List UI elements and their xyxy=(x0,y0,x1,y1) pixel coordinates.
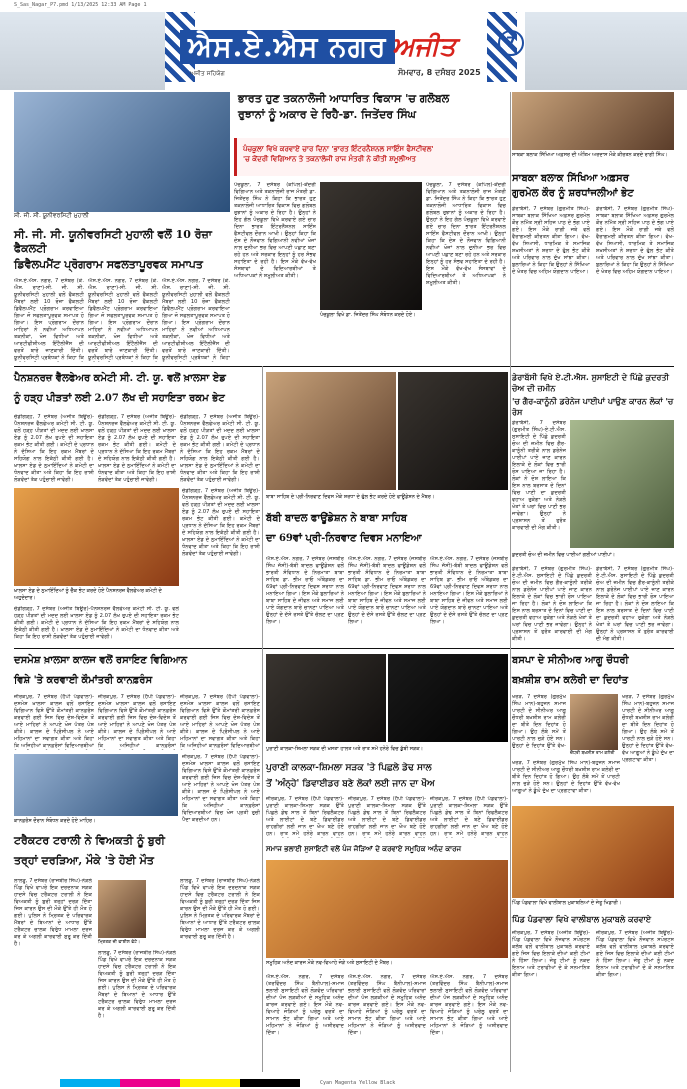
top-story-body-col1: ਪੰਚਕੂਲਾ, 7 ਦਸੰਬਰ (ਕਪਿਲ)-ਕੇਂਦਰੀ ਵਿਗਿਆਨ ਅਤੇ ਤਕਨਾਲੋਜੀ ਰਾਜ ਮੰਤਰੀ ਡਾ. ਜਿਤੇਂਦਰ ਸਿੰਘ ਨੇ ਕਿਹਾ ਕਿ ਭਾਰਤ ਹੁਣ ਤਕਨਾਲੋਜੀ ਆਧਾਰਿਤ ਵਿਕਾਸ ਵਿਚ ਗਲੋਬਲ ਰੁਝਾਨਾਂ ਨੂੰ ਅਕਾਰ ਦੇ ਰਿਹਾ ਹੈ। ਉਨ੍ਹਾਂ ਨੇ ਇਹ ਗੱਲ ਪੰਚਕੂਲਾ ਵਿਖੇ ਕਰਵਾਏ ਗਏ ਚਾਰ ਦਿਨਾ ਭਾਰਤ ਇੰਟਰਨੈਸ਼ਨਲ ਸਾਇੰਸ ਫੈਸਟੀਵਲ ਦੌਰਾਨ ਆਖੀ। ਉਨ੍ਹਾਂ ਕਿਹਾ ਕਿ ਦੇਸ਼ ਦੇ ਨੌਜਵਾਨ ਵਿਗਿਆਨੀ ਨਵੀਆਂ ਖੋਜਾਂ ਨਾਲ ਦੁਨੀਆ ਭਰ ਵਿਚ ਆਪਣੀ ਪਛਾਣ ਬਣਾ ਰਹੇ ਹਨ ਅਤੇ ਸਰਕਾਰ ਇਨ੍ਹਾਂ ਨੂੰ ਹਰ ਸੰਭਵ ਸਹਾਇਤਾ ਦੇ ਰਹੀ ਹੈ। ਇਸ ਮੌਕੇ ਵੱਖ-ਵੱਖ ਸੰਸਥਾਵਾਂ ਦੇ ਵਿਦਿਆਰਥੀਆਂ ਤੇ ਅਧਿਆਪਕਾਂ ਨੇ ਸ਼ਮੂਲੀਅਤ ਕੀਤੀ। xyxy=(234,182,316,279)
samaj-body-col1: ਐਸ.ਏ.ਐਸ. ਨਗਰ, 7 ਦਸੰਬਰ (ਤਰਵਿੰਦਰ ਸਿੰਘ ਬੈਨੀਪਾਲ)-ਸਮਾਜ ਭਲਾਈ ਸੁਸਾਇਟੀ ਵਲੋਂ ਲੋੜਵੰਦ ਪਰਿਵਾਰਾਂ ਦੀਆਂ ਪੰਜ ਲੜਕੀਆਂ ਦੇ ਸਮੂਹਿਕ ਅਨੰਦ ਕਾਰਜ ਕਰਵਾਏ ਗਏ। ਇਸ ਮੌਕੇ ਨਵ-ਵਿਆਹੇ ਜੋੜਿਆਂ ਨੂੰ ਘਰੇਲੂ ਵਰਤੋਂ ਦਾ ਸਾਮਾਨ ਭੇਟ ਕੀਤਾ ਗਿਆ ਅਤੇ ਆਏ ਮਹਿਮਾਨਾਂ ਨੇ ਜੋੜਿਆਂ ਨੂੰ ਅਸ਼ੀਰਵਾਦ ਦਿੱਤਾ। xyxy=(266,974,344,1036)
gurmel-headline-2: ਗੁਰਮੇਲ ਕੌਰ ਨੂੰ ਸ਼ਰਧਾਂਜਲੀਆਂ ਭੇਟ xyxy=(512,188,634,199)
babi-photo-1 xyxy=(266,372,396,490)
pensioners-photo-caption: ਖ਼ਾਲਸਾ ਏਡ ਦੇ ਨੁਮਾਇੰਦਿਆਂ ਨੂੰ ਚੈੱਕ ਭੇਟ ਕਰਦੇ ਹੋਏ ਪੈਨਸ਼ਨਰਜ਼ ਵੈੱਲਫੇਅਰ ਕਮੇਟੀ ਦੇ ਅਹੁਦੇਦਾਰ। xyxy=(14,588,162,601)
pensioners-body-col3: ਚੰਡੀਗੜ੍ਹ, 7 ਦਸੰਬਰ (ਅਜੀਤ ਬਿਊਰੋ)-ਪੈਨਸ਼ਨਰਜ਼ ਵੈੱਲਫੇਅਰ ਕਮੇਟੀ ਸੀ. ਟੀ. ਯੂ. ਵਲੋਂ ਹੜ੍ਹ ਪੀੜਤਾਂ ਦੀ ਮਦਦ ਲਈ ਖ਼ਾਲਸਾ ਏਡ ਨੂੰ 2.07 ਲੱਖ ਰੁਪਏ ਦੀ ਸਹਾਇਤਾ ਰਕਮ ਭੇਟ ਕੀਤੀ ਗਈ। ਕਮੇਟੀ ਦੇ ਪ੍ਰਧਾਨ ਨੇ ਦੱਸਿਆ ਕਿ ਇਹ ਰਕਮ ਮੈਂਬਰਾਂ ਦੇ ਸਹਿਯੋਗ ਨਾਲ ਇਕੱਠੀ ਕੀਤੀ ਗਈ ਹੈ। ਖ਼ਾਲਸਾ ਏਡ ਦੇ ਨੁਮਾਇੰਦਿਆਂ ਨੇ ਕਮੇਟੀ ਦਾ ਧੰਨਵਾਦ ਕੀਤਾ ਅਤੇ ਕਿਹਾ ਕਿ ਇਹ ਰਾਸ਼ੀ ਲੋੜਵੰਦਾਂ ਤੱਕ ਪਹੁੰਚਾਈ ਜਾਵੇਗੀ। xyxy=(180,414,260,483)
sewer-photo-caption: ਕੁਦਰਤੀ ਚੋਅ ਦੀ ਜ਼ਮੀਨ ਵਿਚ ਪਾਈਆਂ ਗਈਆਂ ਪਾਈਪਾਂ। xyxy=(512,552,616,558)
babi-headline-1: ਬੱਬੀ ਬਾਦਲ ਫਾਊਂਡੇਸ਼ਨ ਨੇ ਬਾਬਾ ਸਾਹਿਬ xyxy=(266,513,407,524)
masthead-brand: ਅਜੀਤ xyxy=(392,32,456,62)
cgc-campus-photo xyxy=(14,92,230,212)
bsp-portrait-caption: ਚੌਧਰੀ ਬਖ਼ਸ਼ੀਸ਼ ਰਾਮ ਕਲੇਰੀ xyxy=(570,751,615,756)
sewer-body-col2: ਡੇਰਾਬੱਸੀ, 7 ਦਸੰਬਰ (ਗੁਰਮੀਤ ਸਿੰਘ)-ਏ.ਟੀ.ਐਸ. ਸੁਸਾਇਟੀ ਦੇ ਪਿੱਛੇ ਕੁਦਰਤੀ ਚੋਅ ਦੀ ਜ਼ਮੀਨ ਵਿਚ ਗੈਰ-ਕਾਨੂੰਨੀ ਤਰੀਕੇ ਨਾਲ ਡਰੇਨੇਜ ਪਾਈਪਾਂ ਪਾਏ ਜਾਣ ਕਾਰਨ ਇਲਾਕੇ ਦੇ ਲੋਕਾਂ ਵਿਚ ਭਾਰੀ ਰੋਸ ਪਾਇਆ ਜਾ ਰਿਹਾ ਹੈ। ਲੋਕਾਂ ਨੇ ਦੋਸ਼ ਲਾਇਆ ਕਿ ਇਸ ਨਾਲ ਬਰਸਾਤ ਦੇ ਦਿਨਾਂ ਵਿਚ ਪਾਣੀ ਦਾ ਕੁਦਰਤੀ ਵਹਾਅ ਰੁਕੇਗਾ ਅਤੇ ਨੇੜਲੇ ਖੇਤਾਂ ਤੇ ਘਰਾਂ ਵਿਚ ਪਾਣੀ ਭਰ ਜਾਵੇਗਾ। ਉਨ੍ਹਾਂ ਨੇ ਪ੍ਰਸ਼ਾਸਨ ਤੋਂ ਤੁਰੰਤ ਕਾਰਵਾਈ ਦੀ ਮੰਗ ਕੀਤੀ। xyxy=(512,566,592,642)
road-photo-night xyxy=(388,654,508,742)
tractor-body-col2: ਲਾਲੜੂ, 7 ਦਸੰਬਰ (ਰਾਜਬੀਰ ਸਿੰਘ)-ਨੇੜਲੇ ਪਿੰਡ ਵਿਖੇ ਵਾਪਰੇ ਇਕ ਦਰਦਨਾਕ ਸੜਕ ਹਾਦਸੇ ਵਿਚ ਟਰੈਕਟਰ ਟਰਾਲੀ ਨੇ ਇਕ ਵਿਅਕਤੀ ਨੂੰ ਬੁਰੀ ਤਰ੍ਹਾਂ ਦਰੜ ਦਿੱਤਾ ਜਿਸ ਕਾਰਨ ਉਸ ਦੀ ਮੌਕੇ ਉੱਤੇ ਹੀ ਮੌਤ ਹੋ ਗਈ। ਪੁਲਿਸ ਨੇ ਮ੍ਰਿਤਕ ਦੇ ਪਰਿਵਾਰਕ ਮੈਂਬਰਾਂ ਦੇ ਬਿਆਨਾਂ ਦੇ ਆਧਾਰ ਉੱਤੇ ਟਰੈਕਟਰ ਚਾਲਕ ਵਿਰੁੱਧ ਮਾਮਲਾ ਦਰਜ ਕਰ ਕੇ ਅਗਲੀ ਕਾਰਵਾਈ ਸ਼ੁਰੂ ਕਰ ਦਿੱਤੀ ਹੈ। xyxy=(98,950,176,1019)
color-bar-black xyxy=(240,1079,300,1087)
masthead-title: ਐਸ.ਏ.ਐਸ ਨਗਰ xyxy=(180,30,395,64)
road-photo-caption: ਪੁਰਾਣੀ ਕਾਲਕਾ-ਸ਼ਿਮਲਾ ਸੜਕ ਦੀ ਖ਼ਸਤਾ ਹਾਲਤ ਅਤੇ ਰਾਤ ਸਮੇਂ ਹਨੇਰੇ ਵਿਚ ਡੁੱਬੀ ਸੜਕ। xyxy=(266,746,424,752)
gurmel-body-col2: ਡੇਰਾਬੱਸੀ, 7 ਦਸੰਬਰ (ਗੁਰਮੀਤ ਸਿੰਘ)-ਸਾਬਕਾ ਬਲਾਕ ਸਿੱਖਿਆ ਅਫ਼ਸਰ ਗੁਰਮੇਲ ਕੌਰ ਨਮਿੱਤ ਸ੍ਰੀ ਸਹਿਜ ਪਾਠ ਦੇ ਭੋਗ ਪਾਏ ਗਏ। ਇਸ ਮੌਕੇ ਰਾਗੀ ਜਥੇ ਵਲੋਂ ਵੈਰਾਗਮਈ ਕੀਰਤਨ ਕੀਤਾ ਗਿਆ। ਵੱਖ-ਵੱਖ ਸਿਆਸੀ, ਧਾਰਮਿਕ ਤੇ ਸਮਾਜਿਕ ਸ਼ਖ਼ਸੀਅਤਾਂ ਨੇ ਸ਼ਰਧਾ ਦੇ ਫੁੱਲ ਭੇਟ ਕੀਤੇ ਅਤੇ ਪਰਿਵਾਰ ਨਾਲ ਦੁੱਖ ਸਾਂਝਾ ਕੀਤਾ। ਬੁਲਾਰਿਆਂ ਨੇ ਕਿਹਾ ਕਿ ਉਨ੍ਹਾਂ ਨੇ ਸਿੱਖਿਆ ਦੇ ਖੇਤਰ ਵਿਚ ਅਹਿਮ ਯੋਗਦਾਨ ਪਾਇਆ। xyxy=(596,206,674,275)
sewer-headline-2: 'ਚ ਗੈਰ-ਕਾਨੂੰਨੀ ਡਰੇਨੇਜ ਪਾਈਪਾਂ ਪਾਉਣ ਕਾਰਨ ਲੋਕਾਂ 'ਚ ਰੋਸ xyxy=(512,396,674,417)
tractor-body-col3: ਲਾਲੜੂ, 7 ਦਸੰਬਰ (ਰਾਜਬੀਰ ਸਿੰਘ)-ਨੇੜਲੇ ਪਿੰਡ ਵਿਖੇ ਵਾਪਰੇ ਇਕ ਦਰਦਨਾਕ ਸੜਕ ਹਾਦਸੇ ਵਿਚ ਟਰੈਕਟਰ ਟਰਾਲੀ ਨੇ ਇਕ ਵਿਅਕਤੀ ਨੂੰ ਬੁਰੀ ਤਰ੍ਹਾਂ ਦਰੜ ਦਿੱਤਾ ਜਿਸ ਕਾਰਨ ਉਸ ਦੀ ਮੌਕੇ ਉੱਤੇ ਹੀ ਮੌਤ ਹੋ ਗਈ। ਪੁਲਿਸ ਨੇ ਮ੍ਰਿਤਕ ਦੇ ਪਰਿਵਾਰਕ ਮੈਂਬਰਾਂ ਦੇ ਬਿਆਨਾਂ ਦੇ ਆਧਾਰ ਉੱਤੇ ਟਰੈਕਟਰ ਚਾਲਕ ਵਿਰੁੱਧ ਮਾਮਲਾ ਦਰਜ ਕਰ ਕੇ ਅਗਲੀ ਕਾਰਵਾਈ ਸ਼ੁਰੂ ਕਰ ਦਿੱਤੀ ਹੈ। xyxy=(180,878,260,940)
babi-body-col1: ਐਸ.ਏ.ਐਸ. ਨਗਰ, 7 ਦਸੰਬਰ (ਜਸਬੀਰ ਸਿੰਘ ਜੱਸੀ)-ਬੱਬੀ ਬਾਦਲ ਫਾਊਂਡੇਸ਼ਨ ਵਲੋਂ ਭਾਰਤੀ ਸੰਵਿਧਾਨ ਦੇ ਨਿਰਮਾਤਾ ਬਾਬਾ ਸਾਹਿਬ ਡਾ. ਭੀਮ ਰਾਓ ਅੰਬੇਡਕਰ ਦਾ 69ਵਾਂ ਪ੍ਰੀ-ਨਿਰਵਾਣ ਦਿਵਸ ਸ਼ਰਧਾ ਨਾਲ ਮਨਾਇਆ ਗਿਆ। ਇਸ ਮੌਕੇ ਬੁਲਾਰਿਆਂ ਨੇ ਬਾਬਾ ਸਾਹਿਬ ਦੇ ਜੀਵਨ ਅਤੇ ਸਮਾਜ ਲਈ ਪਾਏ ਯੋਗਦਾਨ ਬਾਰੇ ਚਾਨਣਾ ਪਾਇਆ ਅਤੇ ਉਨ੍ਹਾਂ ਦੇ ਦੱਸੇ ਰਸਤੇ ਉੱਤੇ ਚੱਲਣ ਦਾ ਪ੍ਰਣ ਲਿਆ। xyxy=(266,556,344,625)
gurmel-headline-1: ਸਾਬਕਾ ਬਲਾਕ ਸਿੱਖਿਆ ਅਫ਼ਸਰ xyxy=(512,173,629,184)
babi-photo-2 xyxy=(398,372,508,490)
top-story-body-col2: ਪੰਚਕੂਲਾ, 7 ਦਸੰਬਰ (ਕਪਿਲ)-ਕੇਂਦਰੀ ਵਿਗਿਆਨ ਅਤੇ ਤਕਨਾਲੋਜੀ ਰਾਜ ਮੰਤਰੀ ਡਾ. ਜਿਤੇਂਦਰ ਸਿੰਘ ਨੇ ਕਿਹਾ ਕਿ ਭਾਰਤ ਹੁਣ ਤਕਨਾਲੋਜੀ ਆਧਾਰਿਤ ਵਿਕਾਸ ਵਿਚ ਗਲੋਬਲ ਰੁਝਾਨਾਂ ਨੂੰ ਅਕਾਰ ਦੇ ਰਿਹਾ ਹੈ। ਉਨ੍ਹਾਂ ਨੇ ਇਹ ਗੱਲ ਪੰਚਕੂਲਾ ਵਿਖੇ ਕਰਵਾਏ ਗਏ ਚਾਰ ਦਿਨਾ ਭਾਰਤ ਇੰਟਰਨੈਸ਼ਨਲ ਸਾਇੰਸ ਫੈਸਟੀਵਲ ਦੌਰਾਨ ਆਖੀ। ਉਨ੍ਹਾਂ ਕਿਹਾ ਕਿ ਦੇਸ਼ ਦੇ ਨੌਜਵਾਨ ਵਿਗਿਆਨੀ ਨਵੀਆਂ ਖੋਜਾਂ ਨਾਲ ਦੁਨੀਆ ਭਰ ਵਿਚ ਆਪਣੀ ਪਛਾਣ ਬਣਾ ਰਹੇ ਹਨ ਅਤੇ ਸਰਕਾਰ ਇਨ੍ਹਾਂ ਨੂੰ ਹਰ ਸੰਭਵ ਸਹਾਇਤਾ ਦੇ ਰਹੀ ਹੈ। ਇਸ ਮੌਕੇ ਵੱਖ-ਵੱਖ ਸੰਸਥਾਵਾਂ ਦੇ ਵਿਦਿਆਰਥੀਆਂ ਤੇ ਅਧਿਆਪਕਾਂ ਨੇ ਸ਼ਮੂਲੀਅਤ ਕੀਤੀ। xyxy=(426,182,506,286)
road-headline-2: ਤੋਂ 'ਅੰਨ੍ਹੇ' ਡਿਵਾਈਡਰ ਬਣੇ ਲੋਕਾਂ ਲਈ ਜਾਨ ਦਾ ਖੌਅ xyxy=(266,779,435,789)
tractor-portrait xyxy=(98,880,146,938)
tractor-portrait-caption: ਮ੍ਰਿਤਕ ਦੀ ਫਾਈਲ ਫੋਟੋ। xyxy=(98,940,141,945)
dasmesh-body-col3: ਜ਼ੀਰਕਪੁਰ, 7 ਦਸੰਬਰ (ਹੈਪੀ ਪੰਡਵਾਲਾ)-ਦਸਮੇਸ਼ ਖ਼ਾਲਸਾ ਕਾਲਜ ਵਲੋਂ ਰਸਾਇਣ ਵਿਗਿਆਨ ਵਿਸ਼ੇ ਉੱਤੇ ਕੌਮਾਂਤਰੀ ਕਾਨਫ਼ਰੰਸ ਕਰਵਾਈ ਗਈ ਜਿਸ ਵਿਚ ਦੇਸ਼-ਵਿਦੇਸ਼ ਤੋਂ ਆਏ ਮਾਹਿਰਾਂ ਨੇ ਆਪਣੇ ਖੋਜ ਪੱਤਰ ਪੇਸ਼ ਕੀਤੇ। ਕਾਲਜ ਦੇ ਪ੍ਰਿੰਸੀਪਲ ਨੇ ਆਏ ਮਹਿਮਾਨਾਂ ਦਾ ਸਵਾਗਤ ਕੀਤਾ ਅਤੇ ਕਿਹਾ ਕਿ ਅਜਿਹੀਆਂ ਕਾਨਫ਼ਰੰਸਾਂ ਵਿਦਿਆਰਥੀਆਂ xyxy=(180,694,260,749)
print-slug: S_Sas_Nagar_P7.pmd 1/13/2025 12:33 AM Page 1 xyxy=(14,2,147,8)
pind-headline: ਪਿੰਡ ਪੰਡਵਾਲਾ ਵਿਖੇ ਵਾਲੀਬਾਲ ਮੁਕਾਬਲੇ ਕਰਵਾਏ xyxy=(512,914,652,924)
divider-2 xyxy=(14,648,674,649)
color-bar-yellow xyxy=(180,1079,240,1087)
pensioners-photo xyxy=(14,488,179,586)
cgc-body-col3: ਐਸ.ਏ.ਐਸ. ਨਗਰ, 7 ਦਸੰਬਰ (ਕੇ. ਐਸ. ਰਾਣਾ)-ਸੀ. ਜੀ. ਸੀ. ਯੂਨੀਵਰਸਿਟੀ ਮੁਹਾਲੀ ਵਲੋਂ ਫੈਕਲਟੀ ਮੈਂਬਰਾਂ ਲਈ 10 ਰੋਜ਼ਾ ਫੈਕਲਟੀ ਡਿਵੈਲਪਮੈਂਟ ਪ੍ਰੋਗਰਾਮ ਕਰਵਾਇਆ ਗਿਆ ਜੋ ਸਫਲਤਾਪੂਰਵਕ ਸਮਾਪਤ ਹੋ ਗਿਆ। ਇਸ ਪ੍ਰੋਗਰਾਮ ਦੌਰਾਨ ਮਾਹਿਰਾਂ ਨੇ ਨਵੀਆਂ ਅਧਿਆਪਨ ਤਕਨੀਕਾਂ, ਖੋਜ ਵਿਧੀਆਂ ਅਤੇ ਆਰਟੀਫੀਸ਼ੀਅਲ ਇੰਟੈਲੀਜੈਂਸ ਦੀ ਵਰਤੋਂ ਬਾਰੇ ਜਾਣਕਾਰੀ ਦਿੱਤੀ। ਯੂਨੀਵਰਸਿਟੀ ਪ੍ਰਬੰਧਕਾਂ ਨੇ ਕਿਹਾ xyxy=(162,278,230,361)
samaj-body-col2: ਐਸ.ਏ.ਐਸ. ਨਗਰ, 7 ਦਸੰਬਰ (ਤਰਵਿੰਦਰ ਸਿੰਘ ਬੈਨੀਪਾਲ)-ਸਮਾਜ ਭਲਾਈ ਸੁਸਾਇਟੀ ਵਲੋਂ ਲੋੜਵੰਦ ਪਰਿਵਾਰਾਂ ਦੀਆਂ ਪੰਜ ਲੜਕੀਆਂ ਦੇ ਸਮੂਹਿਕ ਅਨੰਦ ਕਾਰਜ ਕਰਵਾਏ ਗਏ। ਇਸ ਮੌਕੇ ਨਵ-ਵਿਆਹੇ ਜੋੜਿਆਂ ਨੂੰ ਘਰੇਲੂ ਵਰਤੋਂ ਦਾ ਸਾਮਾਨ ਭੇਟ ਕੀਤਾ ਗਿਆ ਅਤੇ ਆਏ ਮਹਿਮਾਨਾਂ ਨੇ ਜੋੜਿਆਂ ਨੂੰ ਅਸ਼ੀਰਵਾਦ ਦਿੱਤਾ। xyxy=(348,974,426,1036)
samaj-photo xyxy=(266,860,508,958)
babi-headline-2: ਦਾ 69ਵਾਂ ਪ੍ਰੀ-ਨਿਰਵਾਣ ਦਿਵਸ ਮਨਾਇਆ xyxy=(266,533,422,544)
color-bar-label: Cyan Magenta Yellow Black xyxy=(320,1080,396,1086)
tractor-headline-2: ਤਰ੍ਹਾਂ ਦਰੜਿਆ, ਮੌਕੇ 'ਤੇ ਹੋਈ ਮੌਤ xyxy=(14,854,154,867)
sewer-body-col1: ਡੇਰਾਬੱਸੀ, 7 ਦਸੰਬਰ (ਗੁਰਮੀਤ ਸਿੰਘ)-ਏ.ਟੀ.ਐਸ. ਸੁਸਾਇਟੀ ਦੇ ਪਿੱਛੇ ਕੁਦਰਤੀ ਚੋਅ ਦੀ ਜ਼ਮੀਨ ਵਿਚ ਗੈਰ-ਕਾਨੂੰਨੀ ਤਰੀਕੇ ਨਾਲ ਡਰੇਨੇਜ ਪਾਈਪਾਂ ਪਾਏ ਜਾਣ ਕਾਰਨ ਇਲਾਕੇ ਦੇ ਲੋਕਾਂ ਵਿਚ ਭਾਰੀ ਰੋਸ ਪਾਇਆ ਜਾ ਰਿਹਾ ਹੈ। ਲੋਕਾਂ ਨੇ ਦੋਸ਼ ਲਾਇਆ ਕਿ ਇਸ ਨਾਲ ਬਰਸਾਤ ਦੇ ਦਿਨਾਂ ਵਿਚ ਪਾਣੀ ਦਾ ਕੁਦਰਤੀ ਵਹਾਅ ਰੁਕੇਗਾ ਅਤੇ ਨੇੜਲੇ ਖੇਤਾਂ ਤੇ ਘਰਾਂ ਵਿਚ ਪਾਣੀ ਭਰ ਜਾਵੇਗਾ। ਉਨ੍ਹਾਂ ਨੇ ਪ੍ਰਸ਼ਾਸਨ ਤੋਂ ਤੁਰੰਤ ਕਾਰਵਾਈ ਦੀ ਮੰਗ ਕੀਤੀ। xyxy=(512,420,566,531)
color-bar-cyan xyxy=(60,1079,120,1087)
road-body-col3: ਜ਼ੀਰਕਪੁਰ, 7 ਦਸੰਬਰ (ਹੈਪੀ ਪੰਡਵਾਲਾ)-ਪੁਰਾਣੀ ਕਾਲਕਾ-ਸ਼ਿਮਲਾ ਸੜਕ ਉੱਤੇ ਪਿਛਲੇ ਡੇਢ ਸਾਲ ਤੋਂ ਬਿਨਾਂ ਰਿਫਲੈਕਟਰ ਅਤੇ ਲਾਈਟਾਂ ਦੇ ਬਣੇ ਡਿਵਾਈਡਰ ਰਾਹਗੀਰਾਂ ਲਈ ਜਾਨ ਦਾ ਖੌਅ ਬਣੇ ਹੋਏ ਹਨ। ਰਾਤ ਸਮੇਂ ਹਨੇਰੇ ਕਾਰਨ ਵਾਹਨ xyxy=(430,796,508,837)
bsp-body-col1: ਖਰੜ, 7 ਦਸੰਬਰ (ਗੁਰਮੁੱਖ ਸਿੰਘ ਮਾਨ)-ਬਹੁਜਨ ਸਮਾਜ ਪਾਰਟੀ ਦੇ ਸੀਨੀਅਰ ਆਗੂ ਚੌਧਰੀ ਬਖ਼ਸ਼ੀਸ਼ ਰਾਮ ਕਲੇਰੀ ਦਾ ਬੀਤੇ ਦਿਨ ਦਿਹਾਂਤ ਹੋ ਗਿਆ। ਉਹ ਲੰਬੇ ਸਮੇਂ ਤੋਂ ਪਾਰਟੀ ਨਾਲ ਜੁੜੇ ਹੋਏ ਸਨ। ਉਨ੍ਹਾਂ ਦੇ ਦਿਹਾਂਤ ਉੱਤੇ ਵੱਖ- xyxy=(512,694,566,749)
cgc-body-col2: ਐਸ.ਏ.ਐਸ. ਨਗਰ, 7 ਦਸੰਬਰ (ਕੇ. ਐਸ. ਰਾਣਾ)-ਸੀ. ਜੀ. ਸੀ. ਯੂਨੀਵਰਸਿਟੀ ਮੁਹਾਲੀ ਵਲੋਂ ਫੈਕਲਟੀ ਮੈਂਬਰਾਂ ਲਈ 10 ਰੋਜ਼ਾ ਫੈਕਲਟੀ ਡਿਵੈਲਪਮੈਂਟ ਪ੍ਰੋਗਰਾਮ ਕਰਵਾਇਆ ਗਿਆ ਜੋ ਸਫਲਤਾਪੂਰਵਕ ਸਮਾਪਤ ਹੋ ਗਿਆ। ਇਸ ਪ੍ਰੋਗਰਾਮ ਦੌਰਾਨ ਮਾਹਿਰਾਂ ਨੇ ਨਵੀਆਂ ਅਧਿਆਪਨ ਤਕਨੀਕਾਂ, ਖੋਜ ਵਿਧੀਆਂ ਅਤੇ ਆਰਟੀਫੀਸ਼ੀਅਲ ਇੰਟੈਲੀਜੈਂਸ ਦੀ ਵਰਤੋਂ ਬਾਰੇ ਜਾਣਕਾਰੀ ਦਿੱਤੀ। ਯੂਨੀਵਰਸਿਟੀ ਪ੍ਰਬੰਧਕਾਂ ਨੇ ਕਿਹਾ ਕਿ xyxy=(88,278,158,361)
cgc-headline-2: ਡਿਵੈਲਪਮੈਂਟ ਪ੍ਰੋਗਰਾਮ ਸਫਲਤਾਪੂਰਵਕ ਸਮਾਪਤ xyxy=(14,258,203,271)
tractor-body-col1: ਲਾਲੜੂ, 7 ਦਸੰਬਰ (ਰਾਜਬੀਰ ਸਿੰਘ)-ਨੇੜਲੇ ਪਿੰਡ ਵਿਖੇ ਵਾਪਰੇ ਇਕ ਦਰਦਨਾਕ ਸੜਕ ਹਾਦਸੇ ਵਿਚ ਟਰੈਕਟਰ ਟਰਾਲੀ ਨੇ ਇਕ ਵਿਅਕਤੀ ਨੂੰ ਬੁਰੀ ਤਰ੍ਹਾਂ ਦਰੜ ਦਿੱਤਾ ਜਿਸ ਕਾਰਨ ਉਸ ਦੀ ਮੌਕੇ ਉੱਤੇ ਹੀ ਮੌਤ ਹੋ ਗਈ। ਪੁਲਿਸ ਨੇ ਮ੍ਰਿਤਕ ਦੇ ਪਰਿਵਾਰਕ ਮੈਂਬਰਾਂ ਦੇ ਬਿਆਨਾਂ ਦੇ ਆਧਾਰ ਉੱਤੇ ਟਰੈਕਟਰ ਚਾਲਕ ਵਿਰੁੱਧ ਮਾਮਲਾ ਦਰਜ ਕਰ ਕੇ ਅਗਲੀ ਕਾਰਵਾਈ ਸ਼ੁਰੂ ਕਰ ਦਿੱਤੀ ਹੈ। xyxy=(14,878,92,947)
page-number: 7 xyxy=(498,30,524,56)
samaj-headline: ਸਮਾਜ ਭਲਾਈ ਸੁਸਾਇਟੀ ਵਲੋਂ ਪੰਜ ਜੋੜਿਆਂ ਦੇ ਕਰਵਾਏ ਸਮੂਹਿਕ ਅਨੰਦ ਕਾਰਜ xyxy=(266,844,462,853)
masthead-left-photo xyxy=(0,12,165,90)
dasmesh-photo xyxy=(14,754,178,816)
gurmel-body-col1: ਡੇਰਾਬੱਸੀ, 7 ਦਸੰਬਰ (ਗੁਰਮੀਤ ਸਿੰਘ)-ਸਾਬਕਾ ਬਲਾਕ ਸਿੱਖਿਆ ਅਫ਼ਸਰ ਗੁਰਮੇਲ ਕੌਰ ਨਮਿੱਤ ਸ੍ਰੀ ਸਹਿਜ ਪਾਠ ਦੇ ਭੋਗ ਪਾਏ ਗਏ। ਇਸ ਮੌਕੇ ਰਾਗੀ ਜਥੇ ਵਲੋਂ ਵੈਰਾਗਮਈ ਕੀਰਤਨ ਕੀਤਾ ਗਿਆ। ਵੱਖ-ਵੱਖ ਸਿਆਸੀ, ਧਾਰਮਿਕ ਤੇ ਸਮਾਜਿਕ ਸ਼ਖ਼ਸੀਅਤਾਂ ਨੇ ਸ਼ਰਧਾ ਦੇ ਫੁੱਲ ਭੇਟ ਕੀਤੇ ਅਤੇ ਪਰਿਵਾਰ ਨਾਲ ਦੁੱਖ ਸਾਂਝਾ ਕੀਤਾ। ਬੁਲਾਰਿਆਂ ਨੇ ਕਿਹਾ ਕਿ ਉਨ੍ਹਾਂ ਨੇ ਸਿੱਖਿਆ ਦੇ ਖੇਤਰ ਵਿਚ ਅਹਿਮ ਯੋਗਦਾਨ ਪਾਇਆ। xyxy=(512,206,590,275)
bsp-body-col2: ਖਰੜ, 7 ਦਸੰਬਰ (ਗੁਰਮੁੱਖ ਸਿੰਘ ਮਾਨ)-ਬਹੁਜਨ ਸਮਾਜ ਪਾਰਟੀ ਦੇ ਸੀਨੀਅਰ ਆਗੂ ਚੌਧਰੀ ਬਖ਼ਸ਼ੀਸ਼ ਰਾਮ ਕਲੇਰੀ ਦਾ ਬੀਤੇ ਦਿਨ ਦਿਹਾਂਤ ਹੋ ਗਿਆ। ਉਹ ਲੰਬੇ ਸਮੇਂ ਤੋਂ ਪਾਰਟੀ ਨਾਲ ਜੁੜੇ ਹੋਏ ਸਨ। ਉਨ੍ਹਾਂ ਦੇ ਦਿਹਾਂਤ ਉੱਤੇ ਵੱਖ-ਵੱਖ ਆਗੂਆਂ ਨੇ ਡੂੰਘੇ ਦੁੱਖ ਦਾ ਪ੍ਰਗਟਾਵਾ ਕੀਤਾ। xyxy=(622,694,674,763)
column-rule-2 xyxy=(510,92,511,1072)
sewer-photo xyxy=(570,420,674,548)
pind-photo xyxy=(512,806,674,898)
pensioners-body-col2: ਚੰਡੀਗੜ੍ਹ, 7 ਦਸੰਬਰ (ਅਜੀਤ ਬਿਊਰੋ)-ਪੈਨਸ਼ਨਰਜ਼ ਵੈੱਲਫੇਅਰ ਕਮੇਟੀ ਸੀ. ਟੀ. ਯੂ. ਵਲੋਂ ਹੜ੍ਹ ਪੀੜਤਾਂ ਦੀ ਮਦਦ ਲਈ ਖ਼ਾਲਸਾ ਏਡ ਨੂੰ 2.07 ਲੱਖ ਰੁਪਏ ਦੀ ਸਹਾਇਤਾ ਰਕਮ ਭੇਟ ਕੀਤੀ ਗਈ। ਕਮੇਟੀ ਦੇ ਪ੍ਰਧਾਨ ਨੇ ਦੱਸਿਆ ਕਿ ਇਹ ਰਕਮ ਮੈਂਬਰਾਂ ਦੇ ਸਹਿਯੋਗ ਨਾਲ ਇਕੱਠੀ ਕੀਤੀ ਗਈ ਹੈ। ਖ਼ਾਲਸਾ ਏਡ ਦੇ ਨੁਮਾਇੰਦਿਆਂ ਨੇ ਕਮੇਟੀ ਦਾ ਧੰਨਵਾਦ ਕੀਤਾ ਅਤੇ ਕਿਹਾ ਕਿ ਇਹ ਰਾਸ਼ੀ ਲੋੜਵੰਦਾਂ ਤੱਕ ਪਹੁੰਚਾਈ ਜਾਵੇਗੀ। xyxy=(98,414,176,483)
pind-body-col2: ਜ਼ੀਰਕਪੁਰ, 7 ਦਸੰਬਰ (ਅਜੀਤ ਬਿਊਰੋ)-ਪਿੰਡ ਪੰਡਵਾਲਾ ਵਿਖੇ ਨੌਜਵਾਨ ਸਪੋਰਟਸ ਕਲੱਬ ਵਲੋਂ ਵਾਲੀਬਾਲ ਮੁਕਾਬਲੇ ਕਰਵਾਏ ਗਏ ਜਿਸ ਵਿਚ ਇਲਾਕੇ ਦੀਆਂ ਕਈ ਟੀਮਾਂ ਨੇ ਹਿੱਸਾ ਲਿਆ। ਜੇਤੂ ਟੀਮਾਂ ਨੂੰ ਨਕਦ ਇਨਾਮ ਅਤੇ ਟਰਾਫੀਆਂ ਦੇ ਕੇ ਸਨਮਾਨਿਤ ਕੀਤਾ ਗਿਆ। xyxy=(596,930,674,978)
babi-photo-caption: ਬਾਬਾ ਸਾਹਿਬ ਦੇ ਪ੍ਰੀ-ਨਿਰਵਾਣ ਦਿਵਸ ਮੌਕੇ ਸ਼ਰਧਾ ਦੇ ਫੁੱਲ ਭੇਟ ਕਰਦੇ ਹੋਏ ਫਾਊਂਡੇਸ਼ਨ ਦੇ ਮੈਂਬਰ। xyxy=(266,494,435,500)
bsp-portrait xyxy=(570,694,618,750)
pind-body-col1: ਜ਼ੀਰਕਪੁਰ, 7 ਦਸੰਬਰ (ਅਜੀਤ ਬਿਊਰੋ)-ਪਿੰਡ ਪੰਡਵਾਲਾ ਵਿਖੇ ਨੌਜਵਾਨ ਸਪੋਰਟਸ ਕਲੱਬ ਵਲੋਂ ਵਾਲੀਬਾਲ ਮੁਕਾਬਲੇ ਕਰਵਾਏ ਗਏ ਜਿਸ ਵਿਚ ਇਲਾਕੇ ਦੀਆਂ ਕਈ ਟੀਮਾਂ ਨੇ ਹਿੱਸਾ ਲਿਆ। ਜੇਤੂ ਟੀਮਾਂ ਨੂੰ ਨਕਦ ਇਨਾਮ ਅਤੇ ਟਰਾਫੀਆਂ ਦੇ ਕੇ ਸਨਮਾਨਿਤ ਕੀਤਾ ਗਿਆ। xyxy=(512,930,590,978)
top-story-photo xyxy=(320,182,422,310)
dasmesh-headline-2: ਵਿਸ਼ੇ 'ਤੇ ਕਰਵਾਈ ਕੌਮਾਂਤਰੀ ਕਾਨਫ਼ਰੰਸ xyxy=(14,675,153,686)
kirtan-photo-caption: ਸਾਬਕਾ ਬਲਾਕ ਸਿੱਖਿਆ ਅਫ਼ਸਰ ਦੀ ਅੰਤਿਮ ਅਰਦਾਸ ਮੌਕੇ ਕੀਰਤਨ ਕਰਦੇ ਰਾਗੀ ਸਿੰਘ। xyxy=(512,152,668,158)
cgc-photo-caption: ਸੀ. ਜੀ. ਸੀ. ਯੂਨੀਵਰਸਿਟੀ ਮੁਹਾਲੀ xyxy=(14,212,230,220)
babi-body-col2: ਐਸ.ਏ.ਐਸ. ਨਗਰ, 7 ਦਸੰਬਰ (ਜਸਬੀਰ ਸਿੰਘ ਜੱਸੀ)-ਬੱਬੀ ਬਾਦਲ ਫਾਊਂਡੇਸ਼ਨ ਵਲੋਂ ਭਾਰਤੀ ਸੰਵਿਧਾਨ ਦੇ ਨਿਰਮਾਤਾ ਬਾਬਾ ਸਾਹਿਬ ਡਾ. ਭੀਮ ਰਾਓ ਅੰਬੇਡਕਰ ਦਾ 69ਵਾਂ ਪ੍ਰੀ-ਨਿਰਵਾਣ ਦਿਵਸ ਸ਼ਰਧਾ ਨਾਲ ਮਨਾਇਆ ਗਿਆ। ਇਸ ਮੌਕੇ ਬੁਲਾਰਿਆਂ ਨੇ ਬਾਬਾ ਸਾਹਿਬ ਦੇ ਜੀਵਨ ਅਤੇ ਸਮਾਜ ਲਈ ਪਾਏ ਯੋਗਦਾਨ ਬਾਰੇ ਚਾਨਣਾ ਪਾਇਆ ਅਤੇ ਉਨ੍ਹਾਂ ਦੇ ਦੱਸੇ ਰਸਤੇ ਉੱਤੇ ਚੱਲਣ ਦਾ ਪ੍ਰਣ ਲਿਆ। xyxy=(348,556,426,625)
top-story-kicker-1: ਪੰਚਕੂਲਾ ਵਿਖੇ ਕਰਵਾਏ ਚਾਰ ਦਿਨਾ 'ਭਾਰਤ ਇੰਟਰਨੈਸ਼ਨਲ ਸਾਇੰਸ ਫੈਸਟੀਵਲ' xyxy=(243,145,434,153)
top-story-kicker-box xyxy=(234,138,509,176)
cgc-headline-1: ਸੀ. ਜੀ. ਸੀ. ਯੂਨੀਵਰਸਿਟੀ ਮੁਹਾਲੀ ਵਲੋਂ 10 ਰੋਜ਼ਾ ਫੈਕਲਟੀ xyxy=(14,228,212,255)
bsp-body-col3: ਖਰੜ, 7 ਦਸੰਬਰ (ਗੁਰਮੁੱਖ ਸਿੰਘ ਮਾਨ)-ਬਹੁਜਨ ਸਮਾਜ ਪਾਰਟੀ ਦੇ ਸੀਨੀਅਰ ਆਗੂ ਚੌਧਰੀ ਬਖ਼ਸ਼ੀਸ਼ ਰਾਮ ਕਲੇਰੀ ਦਾ ਬੀਤੇ ਦਿਨ ਦਿਹਾਂਤ ਹੋ ਗਿਆ। ਉਹ ਲੰਬੇ ਸਮੇਂ ਤੋਂ ਪਾਰਟੀ ਨਾਲ ਜੁੜੇ ਹੋਏ ਸਨ। ਉਨ੍ਹਾਂ ਦੇ ਦਿਹਾਂਤ ਉੱਤੇ ਵੱਖ-ਵੱਖ ਆਗੂਆਂ ਨੇ ਡੂੰਘੇ ਦੁੱਖ ਦਾ ਪ੍ਰਗਟਾਵਾ ਕੀਤਾ। xyxy=(512,760,620,794)
divider-1 xyxy=(14,366,674,367)
kirtan-photo xyxy=(512,92,674,150)
pensioners-headline-2: ਨੂੰ ਹੜ੍ਹ ਪੀੜਤਾਂ ਲਈ 2.07 ਲੱਖ ਦੀ ਸਹਾਇਤਾ ਰਕਮ ਭੇਟ xyxy=(14,393,225,404)
masthead-subtitle: ਅਜੀਤ ਸਹਿਯੋਗ xyxy=(190,70,225,77)
pensioners-headline-1: ਪੈਨਸ਼ਨਰਜ਼ ਵੈੱਲਫੇਅਰ ਕਮੇਟੀ ਸੀ. ਟੀ. ਯੂ. ਵਲੋਂ ਖ਼ਾਲਸਾ ਏਡ xyxy=(14,373,226,384)
top-story-kicker-2: 'ਚ ਕੇਂਦਰੀ ਵਿਗਿਆਨ ਤੇ ਤਕਨਾਲੋਜੀ ਰਾਜ ਮੰਤਰੀ ਨੇ ਕੀਤੀ ਸ਼ਮੂਲੀਅਤ xyxy=(243,155,416,163)
masthead-right-photo xyxy=(525,12,687,90)
road-headline-1: ਪੁਰਾਣੀ ਕਾਲਕਾ-ਸ਼ਿਮਲਾ ਸੜਕ 'ਤੇ ਪਿਛਲੇ ਡੇਢ ਸਾਲ xyxy=(266,763,432,773)
masthead xyxy=(0,12,687,92)
top-story-photo-caption: ਪੰਚਕੂਲਾ ਵਿਖੇ ਡਾ. ਜਿਤੇਂਦਰ ਸਿੰਘ ਸੰਬੋਧਨ ਕਰਦੇ ਹੋਏ। xyxy=(320,312,416,318)
sewer-body-col3: ਡੇਰਾਬੱਸੀ, 7 ਦਸੰਬਰ (ਗੁਰਮੀਤ ਸਿੰਘ)-ਏ.ਟੀ.ਐਸ. ਸੁਸਾਇਟੀ ਦੇ ਪਿੱਛੇ ਕੁਦਰਤੀ ਚੋਅ ਦੀ ਜ਼ਮੀਨ ਵਿਚ ਗੈਰ-ਕਾਨੂੰਨੀ ਤਰੀਕੇ ਨਾਲ ਡਰੇਨੇਜ ਪਾਈਪਾਂ ਪਾਏ ਜਾਣ ਕਾਰਨ ਇਲਾਕੇ ਦੇ ਲੋਕਾਂ ਵਿਚ ਭਾਰੀ ਰੋਸ ਪਾਇਆ ਜਾ ਰਿਹਾ ਹੈ। ਲੋਕਾਂ ਨੇ ਦੋਸ਼ ਲਾਇਆ ਕਿ ਇਸ ਨਾਲ ਬਰਸਾਤ ਦੇ ਦਿਨਾਂ ਵਿਚ ਪਾਣੀ ਦਾ ਕੁਦਰਤੀ ਵਹਾਅ ਰੁਕੇਗਾ ਅਤੇ ਨੇੜਲੇ ਖੇਤਾਂ ਤੇ ਘਰਾਂ ਵਿਚ ਪਾਣੀ ਭਰ ਜਾਵੇਗਾ। ਉਨ੍ਹਾਂ ਨੇ ਪ੍ਰਸ਼ਾਸਨ ਤੋਂ ਤੁਰੰਤ ਕਾਰਵਾਈ ਦੀ ਮੰਗ ਕੀਤੀ। xyxy=(596,566,674,642)
road-body-col1: ਜ਼ੀਰਕਪੁਰ, 7 ਦਸੰਬਰ (ਹੈਪੀ ਪੰਡਵਾਲਾ)-ਪੁਰਾਣੀ ਕਾਲਕਾ-ਸ਼ਿਮਲਾ ਸੜਕ ਉੱਤੇ ਪਿਛਲੇ ਡੇਢ ਸਾਲ ਤੋਂ ਬਿਨਾਂ ਰਿਫਲੈਕਟਰ ਅਤੇ ਲਾਈਟਾਂ ਦੇ ਬਣੇ ਡਿਵਾਈਡਰ ਰਾਹਗੀਰਾਂ ਲਈ ਜਾਨ ਦਾ ਖੌਅ ਬਣੇ ਹੋਏ ਹਨ। ਰਾਤ ਸਮੇਂ ਹਨੇਰੇ ਕਾਰਨ ਵਾਹਨ xyxy=(266,796,344,837)
bsp-headline-2: ਬਖ਼ਸ਼ੀਸ਼ ਰਾਮ ਕਲੇਰੀ ਦਾ ਦਿਹਾਂਤ xyxy=(512,675,628,686)
column-rule-1 xyxy=(262,366,263,1072)
cgc-body-col1: ਐਸ.ਏ.ਐਸ. ਨਗਰ, 7 ਦਸੰਬਰ (ਕੇ. ਐਸ. ਰਾਣਾ)-ਸੀ. ਜੀ. ਸੀ. ਯੂਨੀਵਰਸਿਟੀ ਮੁਹਾਲੀ ਵਲੋਂ ਫੈਕਲਟੀ ਮੈਂਬਰਾਂ ਲਈ 10 ਰੋਜ਼ਾ ਫੈਕਲਟੀ ਡਿਵੈਲਪਮੈਂਟ ਪ੍ਰੋਗਰਾਮ ਕਰਵਾਇਆ ਗਿਆ ਜੋ ਸਫਲਤਾਪੂਰਵਕ ਸਮਾਪਤ ਹੋ ਗਿਆ। ਇਸ ਪ੍ਰੋਗਰਾਮ ਦੌਰਾਨ ਮਾਹਿਰਾਂ ਨੇ ਨਵੀਆਂ ਅਧਿਆਪਨ ਤਕਨੀਕਾਂ, ਖੋਜ ਵਿਧੀਆਂ ਅਤੇ ਆਰਟੀਫੀਸ਼ੀਅਲ ਇੰਟੈਲੀਜੈਂਸ ਦੀ ਵਰਤੋਂ ਬਾਰੇ ਜਾਣਕਾਰੀ ਦਿੱਤੀ। ਯੂਨੀਵਰਸਿਟੀ ਪ੍ਰਬੰਧਕਾਂ ਨੇ ਕਿਹਾ ਕਿ xyxy=(14,278,84,361)
top-story-headline-1: ਭਾਰਤ ਹੁਣ ਤਕਨਾਲੋਜੀ ਆਧਾਰਿਤ ਵਿਕਾਸ 'ਚ ਗਲੋਬਲ xyxy=(238,92,450,105)
tractor-headline-1: ਟਰੈਕਟਰ ਟਰਾਲੀ ਨੇ ਵਿਅਕਤੀ ਨੂੰ ਬੁਰੀ xyxy=(14,834,165,847)
pensioners-body-col4: ਚੰਡੀਗੜ੍ਹ, 7 ਦਸੰਬਰ (ਅਜੀਤ ਬਿਊਰੋ)-ਪੈਨਸ਼ਨਰਜ਼ ਵੈੱਲਫੇਅਰ ਕਮੇਟੀ ਸੀ. ਟੀ. ਯੂ. ਵਲੋਂ ਹੜ੍ਹ ਪੀੜਤਾਂ ਦੀ ਮਦਦ ਲਈ ਖ਼ਾਲਸਾ ਏਡ ਨੂੰ 2.07 ਲੱਖ ਰੁਪਏ ਦੀ ਸਹਾਇਤਾ ਰਕਮ ਭੇਟ ਕੀਤੀ ਗਈ। ਕਮੇਟੀ ਦੇ ਪ੍ਰਧਾਨ ਨੇ ਦੱਸਿਆ ਕਿ ਇਹ ਰਕਮ ਮੈਂਬਰਾਂ ਦੇ ਸਹਿਯੋਗ ਨਾਲ ਇਕੱਠੀ ਕੀਤੀ ਗਈ ਹੈ। ਖ਼ਾਲਸਾ ਏਡ ਦੇ ਨੁਮਾਇੰਦਿਆਂ ਨੇ ਕਮੇਟੀ ਦਾ ਧੰਨਵਾਦ ਕੀਤਾ ਅਤੇ ਕਿਹਾ ਕਿ ਇਹ ਰਾਸ਼ੀ ਲੋੜਵੰਦਾਂ ਤੱਕ ਪਹੁੰਚਾਈ ਜਾਵੇਗੀ। xyxy=(182,488,260,557)
top-story-headline-2: ਰੁਝਾਨਾਂ ਨੂੰ ਅਕਾਰ ਦੇ ਰਿਹੈ-ਡਾ. ਜਿਤੇਂਦਰ ਸਿੰਘ xyxy=(238,108,416,121)
babi-body-col3: ਐਸ.ਏ.ਐਸ. ਨਗਰ, 7 ਦਸੰਬਰ (ਜਸਬੀਰ ਸਿੰਘ ਜੱਸੀ)-ਬੱਬੀ ਬਾਦਲ ਫਾਊਂਡੇਸ਼ਨ ਵਲੋਂ ਭਾਰਤੀ ਸੰਵਿਧਾਨ ਦੇ ਨਿਰਮਾਤਾ ਬਾਬਾ ਸਾਹਿਬ ਡਾ. ਭੀਮ ਰਾਓ ਅੰਬੇਡਕਰ ਦਾ 69ਵਾਂ ਪ੍ਰੀ-ਨਿਰਵਾਣ ਦਿਵਸ ਸ਼ਰਧਾ ਨਾਲ ਮਨਾਇਆ ਗਿਆ। ਇਸ ਮੌਕੇ ਬੁਲਾਰਿਆਂ ਨੇ ਬਾਬਾ ਸਾਹਿਬ ਦੇ ਜੀਵਨ ਅਤੇ ਸਮਾਜ ਲਈ ਪਾਏ ਯੋਗਦਾਨ ਬਾਰੇ ਚਾਨਣਾ ਪਾਇਆ ਅਤੇ ਉਨ੍ਹਾਂ ਦੇ ਦੱਸੇ ਰਸਤੇ ਉੱਤੇ ਚੱਲਣ ਦਾ ਪ੍ਰਣ ਲਿਆ। xyxy=(430,556,508,625)
color-bar-magenta xyxy=(120,1079,180,1087)
dasmesh-body-col2: ਜ਼ੀਰਕਪੁਰ, 7 ਦਸੰਬਰ (ਹੈਪੀ ਪੰਡਵਾਲਾ)-ਦਸਮੇਸ਼ ਖ਼ਾਲਸਾ ਕਾਲਜ ਵਲੋਂ ਰਸਾਇਣ ਵਿਗਿਆਨ ਵਿਸ਼ੇ ਉੱਤੇ ਕੌਮਾਂਤਰੀ ਕਾਨਫ਼ਰੰਸ ਕਰਵਾਈ ਗਈ ਜਿਸ ਵਿਚ ਦੇਸ਼-ਵਿਦੇਸ਼ ਤੋਂ ਆਏ ਮਾਹਿਰਾਂ ਨੇ ਆਪਣੇ ਖੋਜ ਪੱਤਰ ਪੇਸ਼ ਕੀਤੇ। ਕਾਲਜ ਦੇ ਪ੍ਰਿੰਸੀਪਲ ਨੇ ਆਏ ਮਹਿਮਾਨਾਂ ਦਾ ਸਵਾਗਤ ਕੀਤਾ ਅਤੇ ਕਿਹਾ ਕਿ ਅਜਿਹੀਆਂ ਕਾਨਫ਼ਰੰਸਾਂ xyxy=(98,694,176,749)
pensioners-body-col1: ਚੰਡੀਗੜ੍ਹ, 7 ਦਸੰਬਰ (ਅਜੀਤ ਬਿਊਰੋ)-ਪੈਨਸ਼ਨਰਜ਼ ਵੈੱਲਫੇਅਰ ਕਮੇਟੀ ਸੀ. ਟੀ. ਯੂ. ਵਲੋਂ ਹੜ੍ਹ ਪੀੜਤਾਂ ਦੀ ਮਦਦ ਲਈ ਖ਼ਾਲਸਾ ਏਡ ਨੂੰ 2.07 ਲੱਖ ਰੁਪਏ ਦੀ ਸਹਾਇਤਾ ਰਕਮ ਭੇਟ ਕੀਤੀ ਗਈ। ਕਮੇਟੀ ਦੇ ਪ੍ਰਧਾਨ ਨੇ ਦੱਸਿਆ ਕਿ ਇਹ ਰਕਮ ਮੈਂਬਰਾਂ ਦੇ ਸਹਿਯੋਗ ਨਾਲ ਇਕੱਠੀ ਕੀਤੀ ਗਈ ਹੈ। ਖ਼ਾਲਸਾ ਏਡ ਦੇ ਨੁਮਾਇੰਦਿਆਂ ਨੇ ਕਮੇਟੀ ਦਾ ਧੰਨਵਾਦ ਕੀਤਾ ਅਤੇ ਕਿਹਾ ਕਿ ਇਹ ਰਾਸ਼ੀ ਲੋੜਵੰਦਾਂ ਤੱਕ ਪਹੁੰਚਾਈ ਜਾਵੇਗੀ। xyxy=(14,414,94,483)
road-body-col2: ਜ਼ੀਰਕਪੁਰ, 7 ਦਸੰਬਰ (ਹੈਪੀ ਪੰਡਵਾਲਾ)-ਪੁਰਾਣੀ ਕਾਲਕਾ-ਸ਼ਿਮਲਾ ਸੜਕ ਉੱਤੇ ਪਿਛਲੇ ਡੇਢ ਸਾਲ ਤੋਂ ਬਿਨਾਂ ਰਿਫਲੈਕਟਰ ਅਤੇ ਲਾਈਟਾਂ ਦੇ ਬਣੇ ਡਿਵਾਈਡਰ ਰਾਹਗੀਰਾਂ ਲਈ ਜਾਨ ਦਾ ਖੌਅ ਬਣੇ ਹੋਏ ਹਨ। ਰਾਤ ਸਮੇਂ ਹਨੇਰੇ ਕਾਰਨ ਵਾਹਨ xyxy=(348,796,426,837)
samaj-body-col3: ਐਸ.ਏ.ਐਸ. ਨਗਰ, 7 ਦਸੰਬਰ (ਤਰਵਿੰਦਰ ਸਿੰਘ ਬੈਨੀਪਾਲ)-ਸਮਾਜ ਭਲਾਈ ਸੁਸਾਇਟੀ ਵਲੋਂ ਲੋੜਵੰਦ ਪਰਿਵਾਰਾਂ ਦੀਆਂ ਪੰਜ ਲੜਕੀਆਂ ਦੇ ਸਮੂਹਿਕ ਅਨੰਦ ਕਾਰਜ ਕਰਵਾਏ ਗਏ। ਇਸ ਮੌਕੇ ਨਵ-ਵਿਆਹੇ ਜੋੜਿਆਂ ਨੂੰ ਘਰੇਲੂ ਵਰਤੋਂ ਦਾ ਸਾਮਾਨ ਭੇਟ ਕੀਤਾ ਗਿਆ ਅਤੇ ਆਏ ਮਹਿਮਾਨਾਂ ਨੇ ਜੋੜਿਆਂ ਨੂੰ ਅਸ਼ੀਰਵਾਦ ਦਿੱਤਾ। xyxy=(430,974,508,1036)
pensioners-body-col5: ਚੰਡੀਗੜ੍ਹ, 7 ਦਸੰਬਰ (ਅਜੀਤ ਬਿਊਰੋ)-ਪੈਨਸ਼ਨਰਜ਼ ਵੈੱਲਫੇਅਰ ਕਮੇਟੀ ਸੀ. ਟੀ. ਯੂ. ਵਲੋਂ ਹੜ੍ਹ ਪੀੜਤਾਂ ਦੀ ਮਦਦ ਲਈ ਖ਼ਾਲਸਾ ਏਡ ਨੂੰ 2.07 ਲੱਖ ਰੁਪਏ ਦੀ ਸਹਾਇਤਾ ਰਕਮ ਭੇਟ ਕੀਤੀ ਗਈ। ਕਮੇਟੀ ਦੇ ਪ੍ਰਧਾਨ ਨੇ ਦੱਸਿਆ ਕਿ ਇਹ ਰਕਮ ਮੈਂਬਰਾਂ ਦੇ ਸਹਿਯੋਗ ਨਾਲ ਇਕੱਠੀ ਕੀਤੀ ਗਈ ਹੈ। ਖ਼ਾਲਸਾ ਏਡ ਦੇ ਨੁਮਾਇੰਦਿਆਂ ਨੇ ਕਮੇਟੀ ਦਾ ਧੰਨਵਾਦ ਕੀਤਾ ਅਤੇ ਕਿਹਾ ਕਿ ਇਹ ਰਾਸ਼ੀ ਲੋੜਵੰਦਾਂ ਤੱਕ ਪਹੁੰਚਾਈ ਜਾਵੇਗੀ। xyxy=(14,606,179,640)
dasmesh-photo-caption: ਕਾਨਫ਼ਰੰਸ ਦੌਰਾਨ ਸੰਬੋਧਨ ਕਰਦੇ ਹੋਏ ਮਾਹਿਰ। xyxy=(14,818,96,824)
sewer-headline-1: ਡੇਰਾਬੱਸੀ ਵਿਖੇ ਏ.ਟੀ.ਐਸ. ਸੁਸਾਇਟੀ ਦੇ ਪਿੱਛੇ ਕੁਦਰਤੀ ਚੋਅ ਦੀ ਜ਼ਮੀਨ xyxy=(512,372,669,393)
masthead-date: ਸੋਮਵਾਰ, 8 ਦਸੰਬਰ 2025 xyxy=(398,68,481,77)
dasmesh-headline-1: ਦਸਮੇਸ਼ ਖ਼ਾਲਸਾ ਕਾਲਜ ਵਲੋਂ ਰਸਾਇਣ ਵਿਗਿਆਨ xyxy=(14,655,188,666)
samaj-photo-caption: ਸਮੂਹਿਕ ਅਨੰਦ ਕਾਰਜ ਮੌਕੇ ਨਵ-ਵਿਆਹੇ ਜੋੜੇ ਅਤੇ ਸੁਸਾਇਟੀ ਦੇ ਮੈਂਬਰ। xyxy=(266,960,393,966)
road-photo-day xyxy=(266,654,386,742)
dasmesh-body-col4: ਜ਼ੀਰਕਪੁਰ, 7 ਦਸੰਬਰ (ਹੈਪੀ ਪੰਡਵਾਲਾ)-ਦਸਮੇਸ਼ ਖ਼ਾਲਸਾ ਕਾਲਜ ਵਲੋਂ ਰਸਾਇਣ ਵਿਗਿਆਨ ਵਿਸ਼ੇ ਉੱਤੇ ਕੌਮਾਂਤਰੀ ਕਾਨਫ਼ਰੰਸ ਕਰਵਾਈ ਗਈ ਜਿਸ ਵਿਚ ਦੇਸ਼-ਵਿਦੇਸ਼ ਤੋਂ ਆਏ ਮਾਹਿਰਾਂ ਨੇ ਆਪਣੇ ਖੋਜ ਪੱਤਰ ਪੇਸ਼ ਕੀਤੇ। ਕਾਲਜ ਦੇ ਪ੍ਰਿੰਸੀਪਲ ਨੇ ਆਏ ਮਹਿਮਾਨਾਂ ਦਾ ਸਵਾਗਤ ਕੀਤਾ ਅਤੇ ਕਿਹਾ ਕਿ ਅਜਿਹੀਆਂ ਕਾਨਫ਼ਰੰਸਾਂ ਵਿਦਿਆਰਥੀਆਂ ਵਿਚ ਖੋਜ ਪ੍ਰਤੀ ਰੁਚੀ ਪੈਦਾ ਕਰਦੀਆਂ ਹਨ। xyxy=(182,754,260,823)
pind-photo-caption: ਪਿੰਡ ਪੰਡਵਾਲਾ ਵਿਖੇ ਵਾਲੀਬਾਲ ਮੁਕਾਬਲਿਆਂ ਦੇ ਜੇਤੂ ਖਿਡਾਰੀ। xyxy=(512,900,622,906)
bsp-headline-1: ਬਸਪਾ ਦੇ ਸੀਨੀਅਰ ਆਗੂ ਚੌਧਰੀ xyxy=(512,655,629,666)
dasmesh-body-col1: ਜ਼ੀਰਕਪੁਰ, 7 ਦਸੰਬਰ (ਹੈਪੀ ਪੰਡਵਾਲਾ)-ਦਸਮੇਸ਼ ਖ਼ਾਲਸਾ ਕਾਲਜ ਵਲੋਂ ਰਸਾਇਣ ਵਿਗਿਆਨ ਵਿਸ਼ੇ ਉੱਤੇ ਕੌਮਾਂਤਰੀ ਕਾਨਫ਼ਰੰਸ ਕਰਵਾਈ ਗਈ ਜਿਸ ਵਿਚ ਦੇਸ਼-ਵਿਦੇਸ਼ ਤੋਂ ਆਏ ਮਾਹਿਰਾਂ ਨੇ ਆਪਣੇ ਖੋਜ ਪੱਤਰ ਪੇਸ਼ ਕੀਤੇ। ਕਾਲਜ ਦੇ ਪ੍ਰਿੰਸੀਪਲ ਨੇ ਆਏ ਮਹਿਮਾਨਾਂ ਦਾ ਸਵਾਗਤ ਕੀਤਾ ਅਤੇ ਕਿਹਾ ਕਿ ਅਜਿਹੀਆਂ ਕਾਨਫ਼ਰੰਸਾਂ ਵਿਦਿਆਰਥੀਆਂ xyxy=(14,694,94,749)
